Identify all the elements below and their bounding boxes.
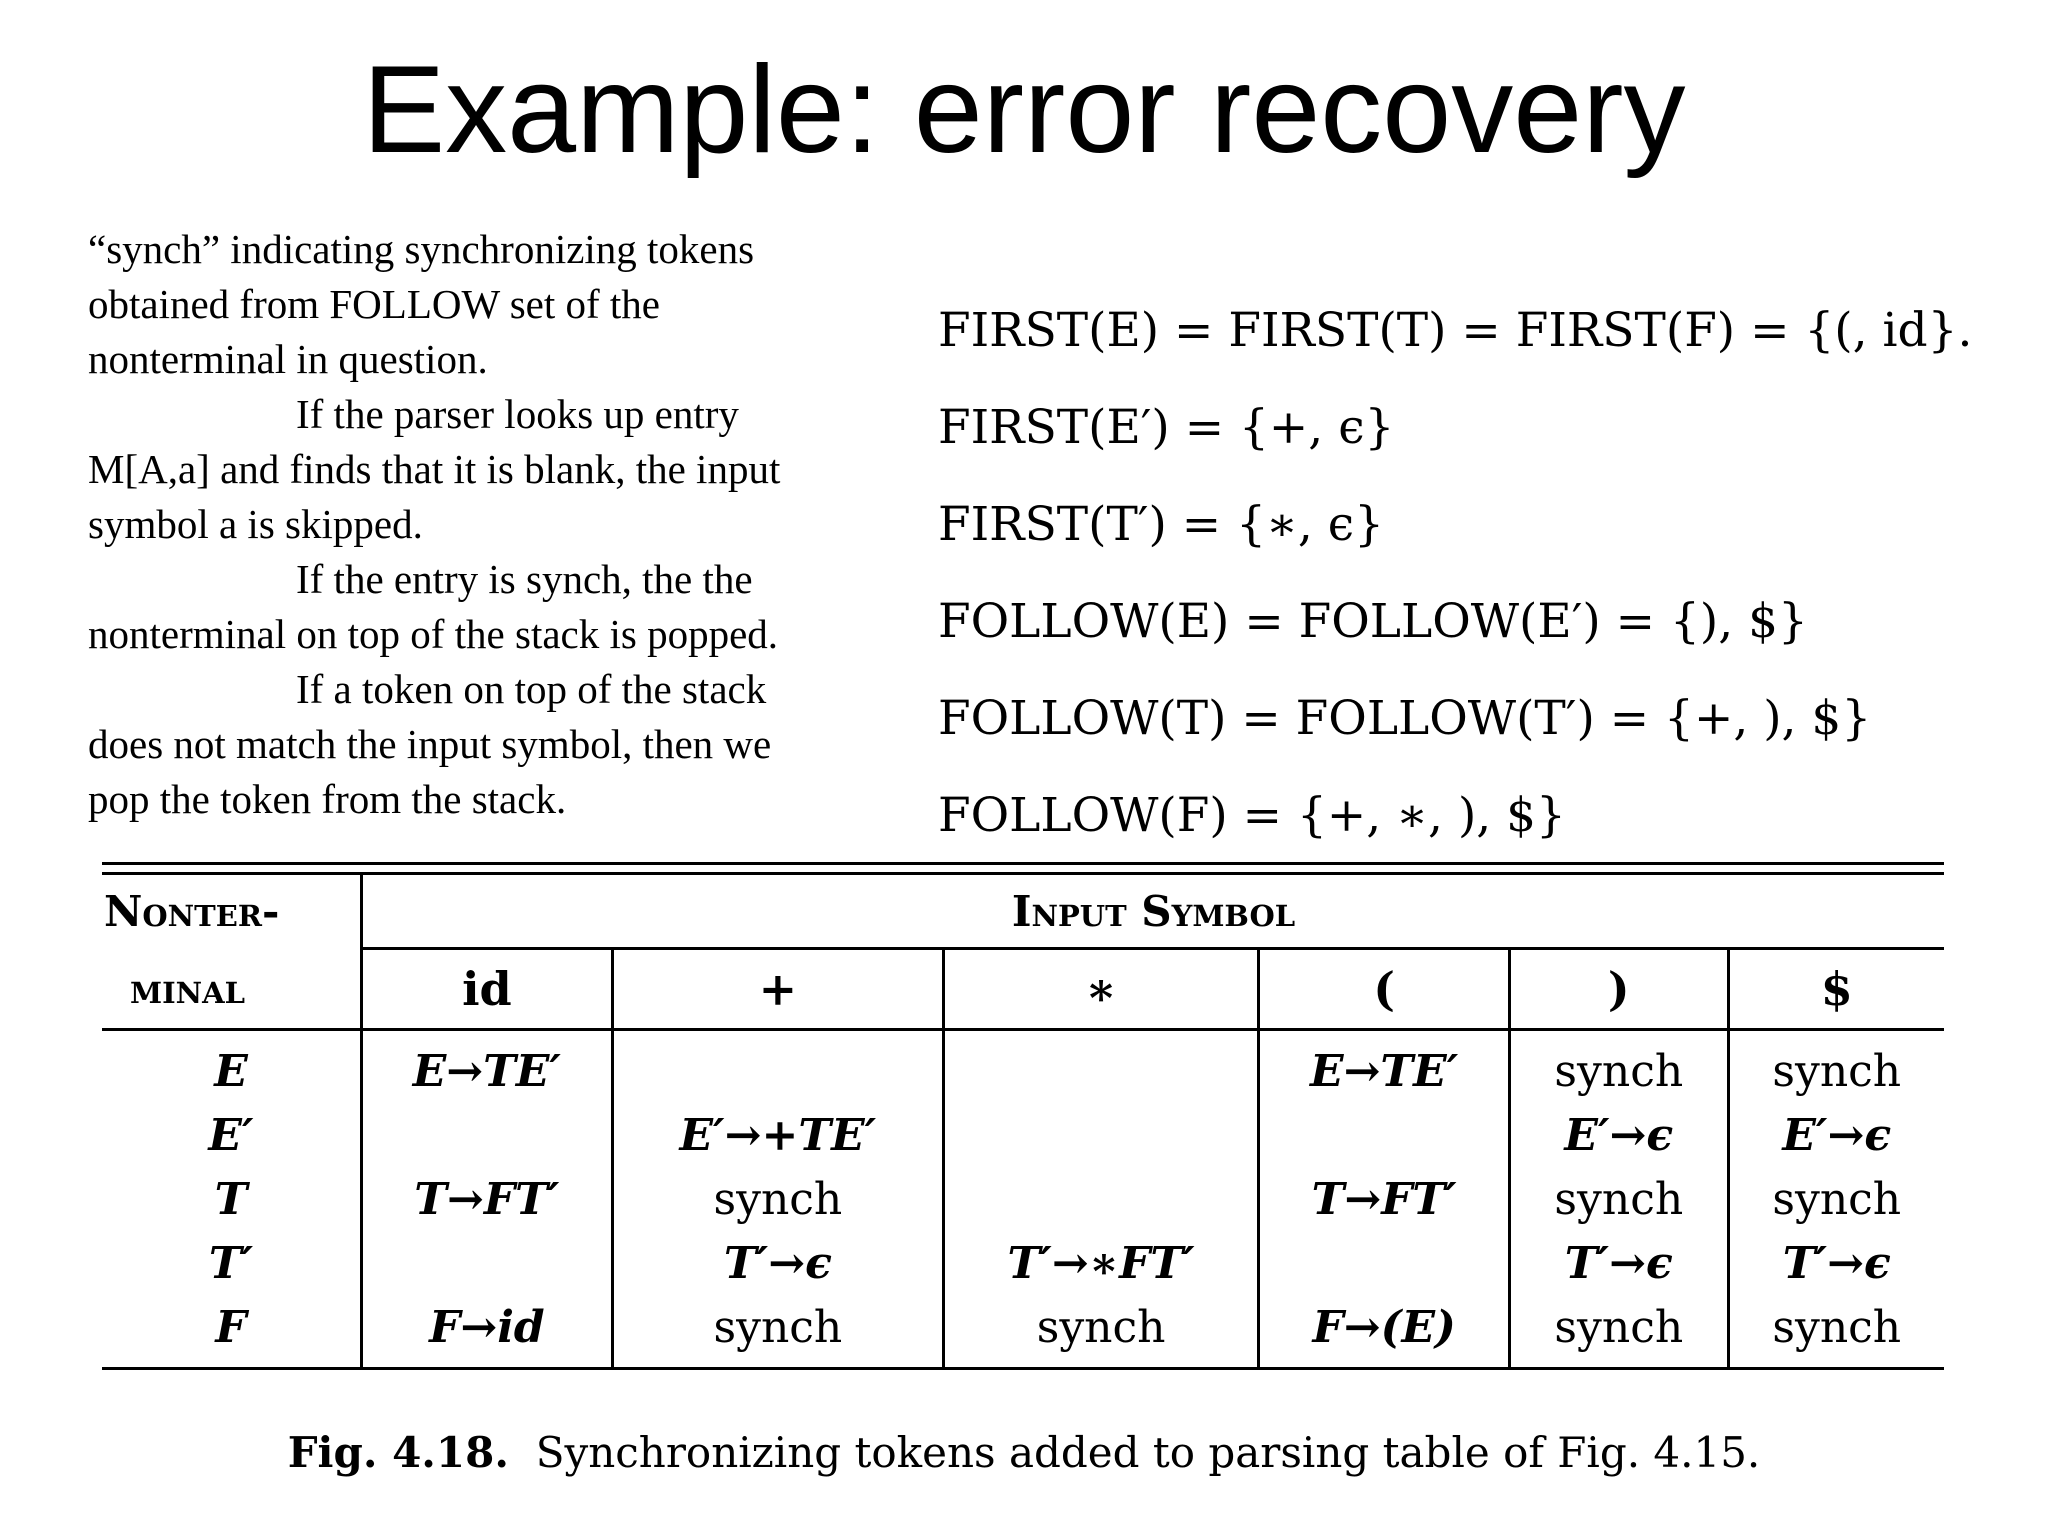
table-cell: E→TE′ <box>1259 1030 1510 1104</box>
set-equation: FOLLOW(T) = FOLLOW(T′) = {+, ), $} <box>938 691 1872 746</box>
set-equation: FIRST(T′) = {∗, ϵ} <box>938 497 1385 552</box>
input-symbol-cell: ) <box>1510 949 1728 1030</box>
input-symbol-cell: $ <box>1728 949 1944 1030</box>
table-cell: synch <box>1510 1295 1728 1369</box>
table-row <box>102 1030 1944 1104</box>
set-equation: FOLLOW(F) = {+, ∗, ), $} <box>938 788 1566 843</box>
table-rule <box>102 862 1944 865</box>
table-row <box>102 1295 1944 1369</box>
table-cell <box>943 1030 1258 1104</box>
table-cell: T′→ϵ <box>612 1231 943 1295</box>
table-cell: synch <box>1510 1167 1728 1231</box>
table-cell <box>362 1103 613 1167</box>
input-symbol-cell: ∗ <box>943 949 1258 1030</box>
input-symbol-cell: ( <box>1259 949 1510 1030</box>
table-cell: synch <box>943 1295 1258 1369</box>
nonterminal-header: Nonter- <box>102 875 362 949</box>
table-cell: E′→+TE′ <box>612 1103 943 1167</box>
parsing-table <box>102 862 1944 1370</box>
input-symbol-header: Input Symbol <box>362 875 1945 949</box>
table-row <box>102 1231 1944 1295</box>
table-row <box>102 1103 1944 1167</box>
nonterminal-cell: E′ <box>102 1103 362 1167</box>
input-symbol-cell: + <box>612 949 943 1030</box>
table-cell: E′→ϵ <box>1510 1103 1728 1167</box>
paragraph-line: “synch” indicating synchronizing tokens <box>88 226 755 272</box>
input-symbol-cell: id <box>362 949 613 1030</box>
slide-title: Example: error recovery <box>362 41 1686 179</box>
table-cell: T→FT′ <box>414 1173 560 1225</box>
paragraph-line: symbol a is skipped. <box>88 501 423 547</box>
table-cell: E′→ϵ <box>1728 1103 1944 1167</box>
table-cell <box>612 1030 943 1104</box>
parsing-table-grid <box>102 875 1944 1370</box>
table-cell: synch <box>612 1295 943 1369</box>
table-cell <box>1259 1103 1510 1167</box>
paragraph-line: M[A,a] and finds that it is blank, the input <box>88 446 781 492</box>
caption-label: Fig. 4.18. <box>287 1428 509 1477</box>
paragraph-line: obtained from FOLLOW set of the <box>88 281 660 327</box>
table-cell: synch <box>1728 1167 1944 1231</box>
nonterminal-cell: T′ <box>102 1231 362 1295</box>
nonterminal-cell: F <box>102 1295 362 1369</box>
table-cell: T′→∗FT′ <box>943 1231 1258 1295</box>
table-cell: F→id <box>362 1295 613 1369</box>
table-cell: E→TE′ <box>412 1045 562 1097</box>
caption-text: Synchronizing tokens added to parsing table of Fig. 4.15. <box>535 1428 1761 1477</box>
table-cell: synch <box>612 1167 943 1231</box>
first-follow-sets <box>938 282 2038 864</box>
table-cell: synch <box>1728 1030 1944 1104</box>
table-cell: T′→ϵ <box>1510 1231 1728 1295</box>
paragraph-line: If the parser looks up entry <box>296 391 739 437</box>
paragraph-line: nonterminal in question. <box>88 336 488 382</box>
table-cell <box>943 1167 1258 1231</box>
table-cell <box>943 1103 1258 1167</box>
table-cell <box>362 1231 613 1295</box>
set-equation: FIRST(E) = FIRST(T) = FIRST(F) = {(, id}. <box>938 303 1973 358</box>
paragraph-line: pop the token from the stack. <box>88 776 567 822</box>
table-cell <box>1259 1231 1510 1295</box>
paragraph-line: does not match the input symbol, then we <box>88 721 772 767</box>
paragraph-line: nonterminal on top of the stack is popped. <box>88 611 779 657</box>
table-cell: T′→ϵ <box>1728 1231 1944 1295</box>
nonterminal-cell: T <box>102 1167 362 1231</box>
table-row <box>102 1167 1944 1231</box>
set-equation: FOLLOW(E) = FOLLOW(E′) = {), $} <box>938 594 1808 649</box>
set-equation: FIRST(E′) = {+, ϵ} <box>938 400 1395 455</box>
nonterminal-cell: E <box>102 1030 362 1104</box>
table-cell: T→FT′ <box>1259 1167 1510 1231</box>
table-cell: F→(E) <box>1259 1295 1510 1369</box>
paragraph-line: If a token on top of the stack <box>296 666 767 712</box>
explanation-paragraph <box>88 222 888 827</box>
nonterminal-header: minal <box>102 949 362 1030</box>
table-cell: synch <box>1510 1030 1728 1104</box>
paragraph-line: If the entry is synch, the the <box>296 556 753 602</box>
figure-caption <box>0 1428 2048 1477</box>
table-cell: synch <box>1728 1295 1944 1369</box>
